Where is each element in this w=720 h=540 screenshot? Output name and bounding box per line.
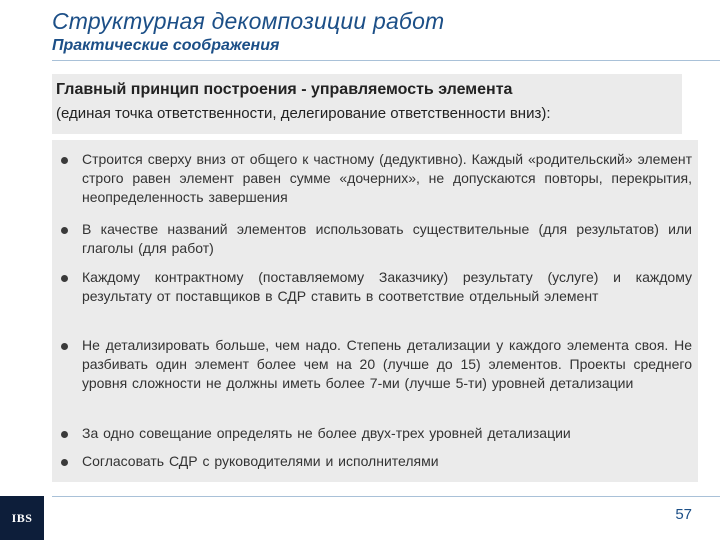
list-item-text: За одно совещание определять не более двух-трех уровней детализации <box>82 425 571 441</box>
list-item-text: В качестве названий элементов использовать существительные (для результатов) или глаголы (для работ) <box>82 221 692 256</box>
bullet-icon <box>61 459 68 466</box>
slide-title: Структурная декомпозиции работ <box>52 8 445 34</box>
ibs-logo: IBS <box>0 496 44 540</box>
principles-list <box>52 140 698 482</box>
bullet-icon <box>61 227 68 234</box>
principle-box <box>52 74 682 134</box>
bullet-icon <box>61 275 68 282</box>
header-divider <box>52 60 720 61</box>
principle-subheading: (единая точка ответственности, делегирование ответственности вниз): <box>56 105 551 122</box>
footer-divider <box>52 496 720 497</box>
principle-heading: Главный принцип построения - управляемость элемента <box>56 81 513 98</box>
list-item-text: Строится сверху вниз от общего к частному (дедуктивно). Каждый «родительский» элемент строго равен элемент равен сумме «дочерних», не допускаются повторы, перекрытия, неопределенность завершения <box>82 151 692 205</box>
list-item-text: Каждому контрактному (поставляемому Заказчику) результату (услуге) и каждому результату от поставщиков в СДР ставить в соответствие отдельный элемент <box>82 269 692 304</box>
bullet-icon <box>61 343 68 350</box>
list-item-text: Не детализировать больше, чем надо. Степень детализации у каждого элемента своя. Не разбивать один элемент более чем на 20 (лучше до 15) элементов. Проекты среднего уровня сложности не должны иметь более 7-ми (лучше 5-ти) уровней детализации <box>82 337 692 391</box>
slide-subtitle: Практические соображения <box>52 37 280 54</box>
list-item-text: Согласовать СДР с руководителями и исполнителями <box>82 453 439 469</box>
bullet-icon <box>61 157 68 164</box>
bullet-icon <box>61 431 68 438</box>
page-number: 57 <box>675 506 692 523</box>
